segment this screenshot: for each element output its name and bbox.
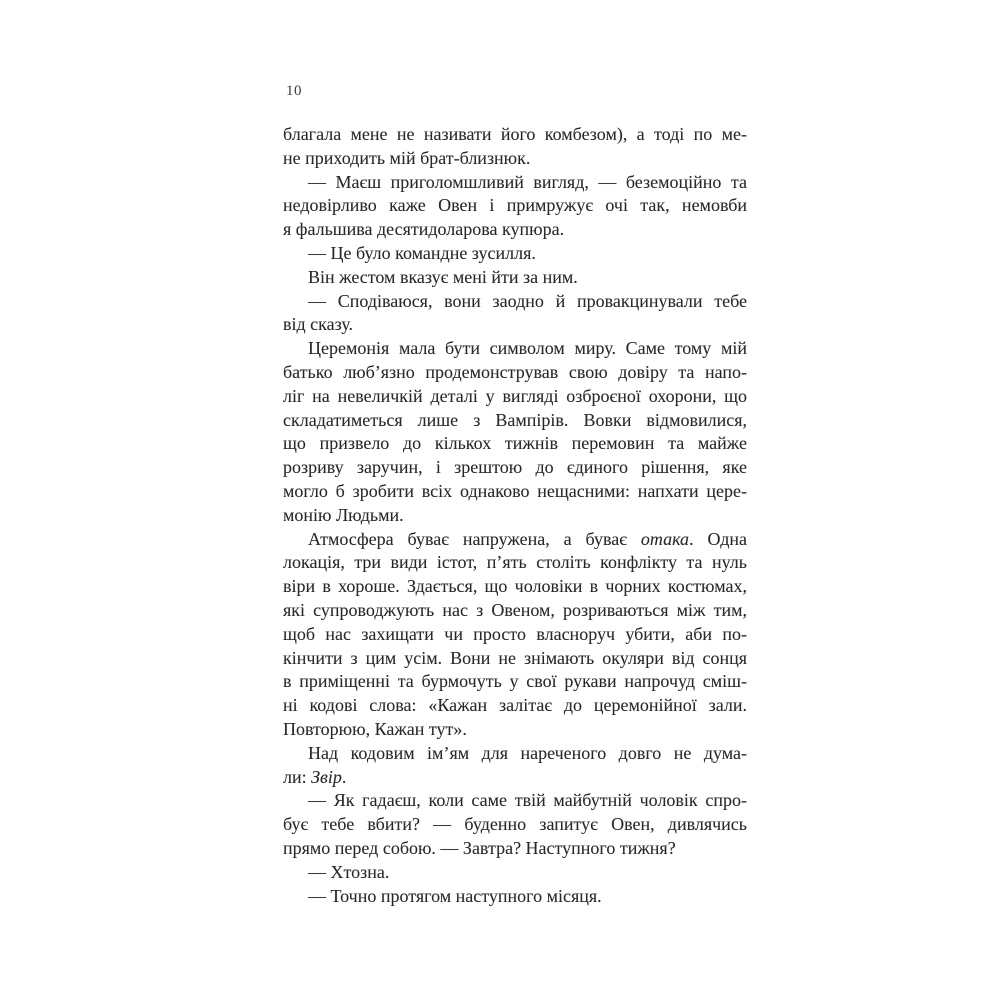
italic-text: отака — [640, 528, 690, 549]
text-line — [283, 528, 747, 552]
text-line — [283, 766, 747, 790]
text-segment: я фальшива десятидоларова купюра. — [283, 219, 565, 240]
paragraph — [283, 528, 747, 742]
text-line — [283, 575, 747, 599]
text-segment: благала мене не називати його комбезом), а тоді по ме- — [283, 124, 747, 144]
text-line — [283, 218, 747, 242]
text-line — [283, 242, 747, 266]
paragraph — [283, 885, 747, 909]
text-segment: . — [341, 766, 347, 787]
text-line — [283, 171, 747, 195]
text-segment: щоб нас захищати чи просто власноруч убити, аби по- — [283, 623, 747, 644]
text-line — [283, 480, 747, 504]
text-segment: складатиметься лише з Вампірів. Вовки відмовилися, — [283, 409, 747, 430]
text-segment: ліг на невеличкій деталі у вигляді озброєної охорони, що — [283, 385, 747, 406]
text-segment: бує тебе вбити? — буденно запитує Овен, дивлячись — [283, 814, 747, 835]
text-line — [283, 885, 747, 909]
text-line — [283, 361, 747, 385]
text-segment: які супроводжують нас з Овеном, розриваються між тим, — [283, 599, 747, 620]
text-segment: батько люб’язно продемонстрував свою довіру та напо- — [283, 361, 747, 382]
text-line — [283, 409, 747, 433]
paragraph — [283, 171, 747, 242]
text-segment: від сказу. — [283, 314, 354, 335]
text-segment: — Сподіваюся, вони заодно й провакцинували тебе — [308, 290, 747, 311]
text-segment: — Як гадаєш, коли саме твій майбутній чоловік спро- — [308, 790, 747, 811]
text-segment: ли: — [283, 766, 312, 787]
text-segment: розриву заручин, і зрештою до єдиного рішення, яке — [283, 457, 747, 478]
text-segment: що призвело до кількох тижнів перемовин та майже — [283, 433, 747, 454]
page-number: 10 — [286, 83, 302, 99]
text-line — [283, 456, 747, 480]
text-line — [283, 670, 747, 694]
text-line — [283, 861, 747, 885]
text-segment: — Це було командне зусилля. — [308, 242, 536, 263]
paragraph — [283, 337, 747, 527]
text-line — [283, 647, 747, 671]
text-line — [283, 123, 747, 147]
text-line — [283, 147, 747, 171]
text-segment: Над кодовим ім’ям для нареченого довго не дума- — [308, 742, 747, 763]
text-line — [283, 313, 747, 337]
text-line — [283, 551, 747, 575]
text-segment: . Одна — [689, 528, 747, 549]
text-line — [283, 432, 747, 456]
text-segment: — Маєш приголомшливий вигляд, — беземоційно та — [308, 171, 747, 192]
text-segment: Церемонія мала бути символом миру. Саме тому мій — [308, 338, 747, 359]
paragraph — [283, 861, 747, 885]
text-segment: могло б зробити всіх однаково нещасними: напхати цере- — [283, 480, 747, 501]
text-line — [283, 718, 747, 742]
text-segment: не приходить мій брат-близнюк. — [283, 147, 531, 168]
text-segment: в приміщенні та бурмочуть у свої рукави напрочуд сміш- — [283, 671, 747, 692]
text-segment: — Точно протягом наступного місяця. — [308, 885, 602, 906]
text-line — [283, 789, 747, 813]
text-segment: Атмосфера буває напружена, а буває — [308, 528, 641, 549]
text-line — [283, 385, 747, 409]
paragraph — [283, 789, 747, 860]
text-segment: кінчити з цим усім. Вони не знімають окуляри від сонця — [283, 647, 747, 668]
text-line — [283, 504, 747, 528]
text-line — [283, 623, 747, 647]
text-segment: монію Людьми. — [283, 504, 404, 525]
text-line — [283, 337, 747, 361]
italic-text: Звір — [311, 766, 342, 787]
text-segment: — Хтозна. — [308, 861, 390, 882]
text-block — [283, 123, 747, 908]
paragraph — [283, 123, 747, 171]
text-segment: віри в хороше. Здається, що чоловіки в чорних костюмах, — [283, 576, 747, 597]
text-line — [283, 290, 747, 314]
text-line — [283, 694, 747, 718]
text-line — [283, 813, 747, 837]
text-line — [283, 837, 747, 861]
paragraph — [283, 742, 747, 790]
text-segment: недовірливо каже Овен і примружує очі так, немовби — [283, 195, 747, 216]
text-segment: Він жестом вказує мені йти за ним. — [308, 266, 578, 287]
paragraph — [283, 290, 747, 338]
text-segment: ні кодові слова: «Кажан залітає до церемонійної зали. — [283, 695, 747, 716]
text-line — [283, 194, 747, 218]
text-line — [283, 742, 747, 766]
paragraph — [283, 266, 747, 290]
text-segment: Повторюю, Кажан тут». — [283, 718, 467, 739]
paragraph — [283, 242, 747, 266]
text-line — [283, 266, 747, 290]
text-segment: локація, три види істот, п’ять століть конфлікту та нуль — [283, 552, 747, 573]
text-segment: прямо перед собою. — Завтра? Наступного тижня? — [283, 837, 676, 858]
text-line — [283, 599, 747, 623]
